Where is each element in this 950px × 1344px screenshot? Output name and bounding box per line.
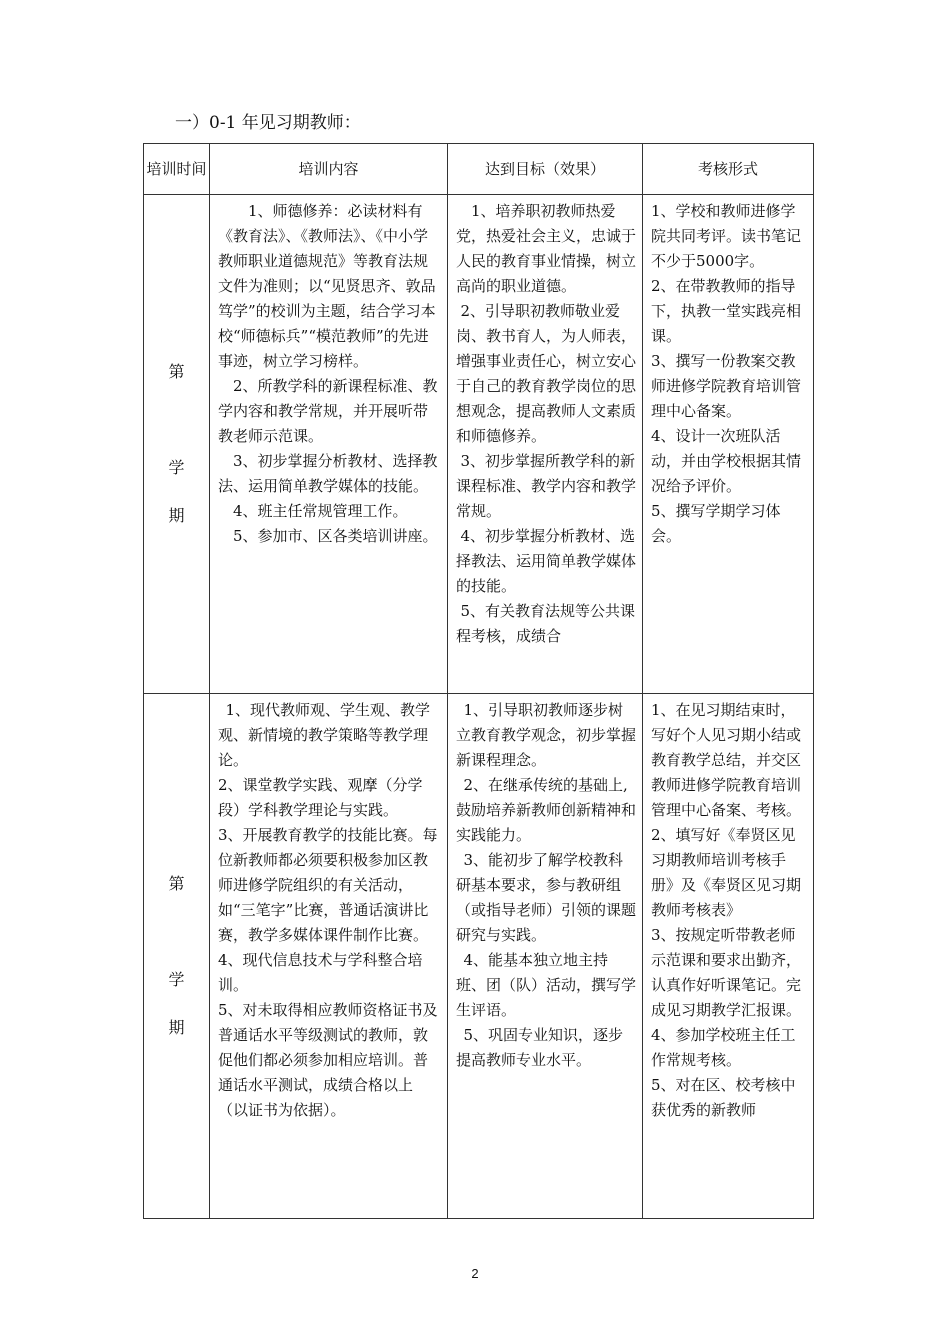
list-item: 4、设计一次班队活动，并由学校根据其情况给予评价。 — [651, 427, 802, 495]
term-char: 期 — [168, 506, 185, 525]
table-header-row — [144, 144, 814, 195]
list-item: 5、对在区、校考核中获优秀的新教师 — [651, 1076, 796, 1119]
list-item: 1、师德修养：必读材料有《教育法》、《教师法》、《中小学教师职业道德规范》等教育法规文件为准则；以“见贤思齐、敦品笃学”的校训为主题，结合学习本校“师德标兵”“模范教师”的先进事迹，树立学习榜样。 — [218, 202, 436, 370]
table-row — [144, 195, 814, 694]
list-item: 2、填写好《奉贤区见习期教师培训考核手册》及《奉贤区见习期教师考核表》 — [651, 826, 802, 919]
term-char: 学 — [168, 458, 185, 477]
list-item: 4、能基本独立地主持班、团（队）活动，撰写学生评语。 — [456, 951, 637, 1019]
list-item: 3、撰写一份教案交教师进修学院教育培训管理中心备案。 — [651, 352, 802, 420]
list-item: 5、巩固专业知识，逐步提高教师专业水平。 — [456, 1026, 624, 1069]
column-header-label: 培训时间 — [146, 160, 207, 178]
column-header-time — [144, 144, 210, 195]
list-item: 1、引导职初教师逐步树立教育教学观念，初步掌握新课程理念。 — [456, 701, 637, 769]
list-item: 1、学校和教师进修学院共同考评。读书笔记不少于5000字。 — [651, 202, 802, 270]
term-char: 期 — [168, 1018, 185, 1037]
term-cell — [144, 694, 210, 1219]
list-item: 4、初步掌握分析教材、选择教法、运用简单教学媒体的技能。 — [456, 527, 637, 595]
list-item: 3、开展教育教学的技能比赛。每位新教师都必须要积极参加区教师进修学院组织的有关活动，如“三笔字”比赛，普通话演讲比赛，教学多媒体课件制作比赛。 — [218, 826, 438, 944]
list-item: 2、引导职初教师敬业爱岗、教书育人，为人师表，增强事业责任心，树立安心于自己的教育教学岗位的思想观念，提高教师人文素质和师德修养。 — [456, 302, 637, 445]
list-item: 5、撰写学期学习体会。 — [651, 502, 781, 545]
list-item: 3、能初步了解学校教科研基本要求，参与教研组（或指导老师）引领的课题研究与实践。 — [456, 851, 637, 944]
list-item: 2、课堂教学实践、观摩（分学段）学科教学理论与实践。 — [218, 776, 423, 819]
list-item: 5、参加市、区各类培训讲座。 — [233, 527, 438, 545]
list-item: 3、初步掌握所教学科的新课程标准、教学内容和教学常规。 — [456, 452, 637, 520]
column-header-goals — [448, 144, 643, 195]
content-cell — [210, 195, 448, 694]
training-plan-table — [143, 143, 814, 1219]
list-item: 4、现代信息技术与学科整合培训。 — [218, 951, 423, 994]
section-heading: 一）0-1 年见习期教师： — [175, 113, 361, 133]
content-cell — [210, 694, 448, 1219]
column-header-label: 达到目标（效果） — [484, 160, 605, 178]
list-item: 4、参加学校班主任工作常规考核。 — [651, 1026, 796, 1069]
goals-cell — [448, 195, 643, 694]
assessment-cell — [643, 195, 814, 694]
list-item: 3、初步掌握分析教材、选择教法、运用简单教学媒体的技能。 — [218, 452, 438, 495]
term-char: 学 — [168, 970, 185, 989]
term-cell — [144, 195, 210, 694]
column-header-label: 培训内容 — [298, 160, 359, 178]
list-item: 3、按规定听带教老师示范课和要求出勤齐，认真作好听课笔记。完成见习期教学汇报课。 — [651, 926, 802, 1019]
list-item: 1、培养职初教师热爱党，热爱社会主义，忠诚于人民的教育事业情操，树立高尚的职业道德。 — [456, 202, 637, 295]
goals-cell — [448, 694, 643, 1219]
page-number: 2 — [471, 1266, 479, 1281]
term-char: 第 — [168, 874, 185, 893]
table-row — [144, 694, 814, 1219]
column-header-label: 考核形式 — [697, 160, 758, 178]
list-item: 2、在继承传统的基础上,鼓励培养新教师创新精神和实践能力。 — [456, 776, 637, 844]
column-header-assessment — [643, 144, 814, 195]
list-item: 2、所教学科的新课程标准、教学内容和教学常规，并开展听带教老师示范课。 — [218, 377, 438, 445]
assessment-cell — [643, 694, 814, 1219]
list-item: 5、对未取得相应教师资格证书及普通话水平等级测试的教师，敦促他们都必须参加相应培训。普通话水平测试，成绩合格以上（以证书为依据）。 — [218, 1001, 438, 1119]
list-item: 5、有关教育法规等公共课程考核，成绩合 — [456, 602, 636, 645]
list-item: 4、班主任常规管理工作。 — [233, 502, 408, 520]
list-item: 1、现代教师观、学生观、教学观、新情境的教学策略等教学理论。 — [218, 701, 431, 769]
list-item: 1、在见习期结束时，写好个人见习期小结或教育教学总结，并交区教师进修学院教育培训管理中心备案、考核。 — [651, 701, 802, 819]
term-char: 第 — [168, 362, 185, 381]
list-item: 2、在带教教师的指导下，执教一堂实践亮相课。 — [651, 277, 802, 345]
column-header-content — [210, 144, 448, 195]
